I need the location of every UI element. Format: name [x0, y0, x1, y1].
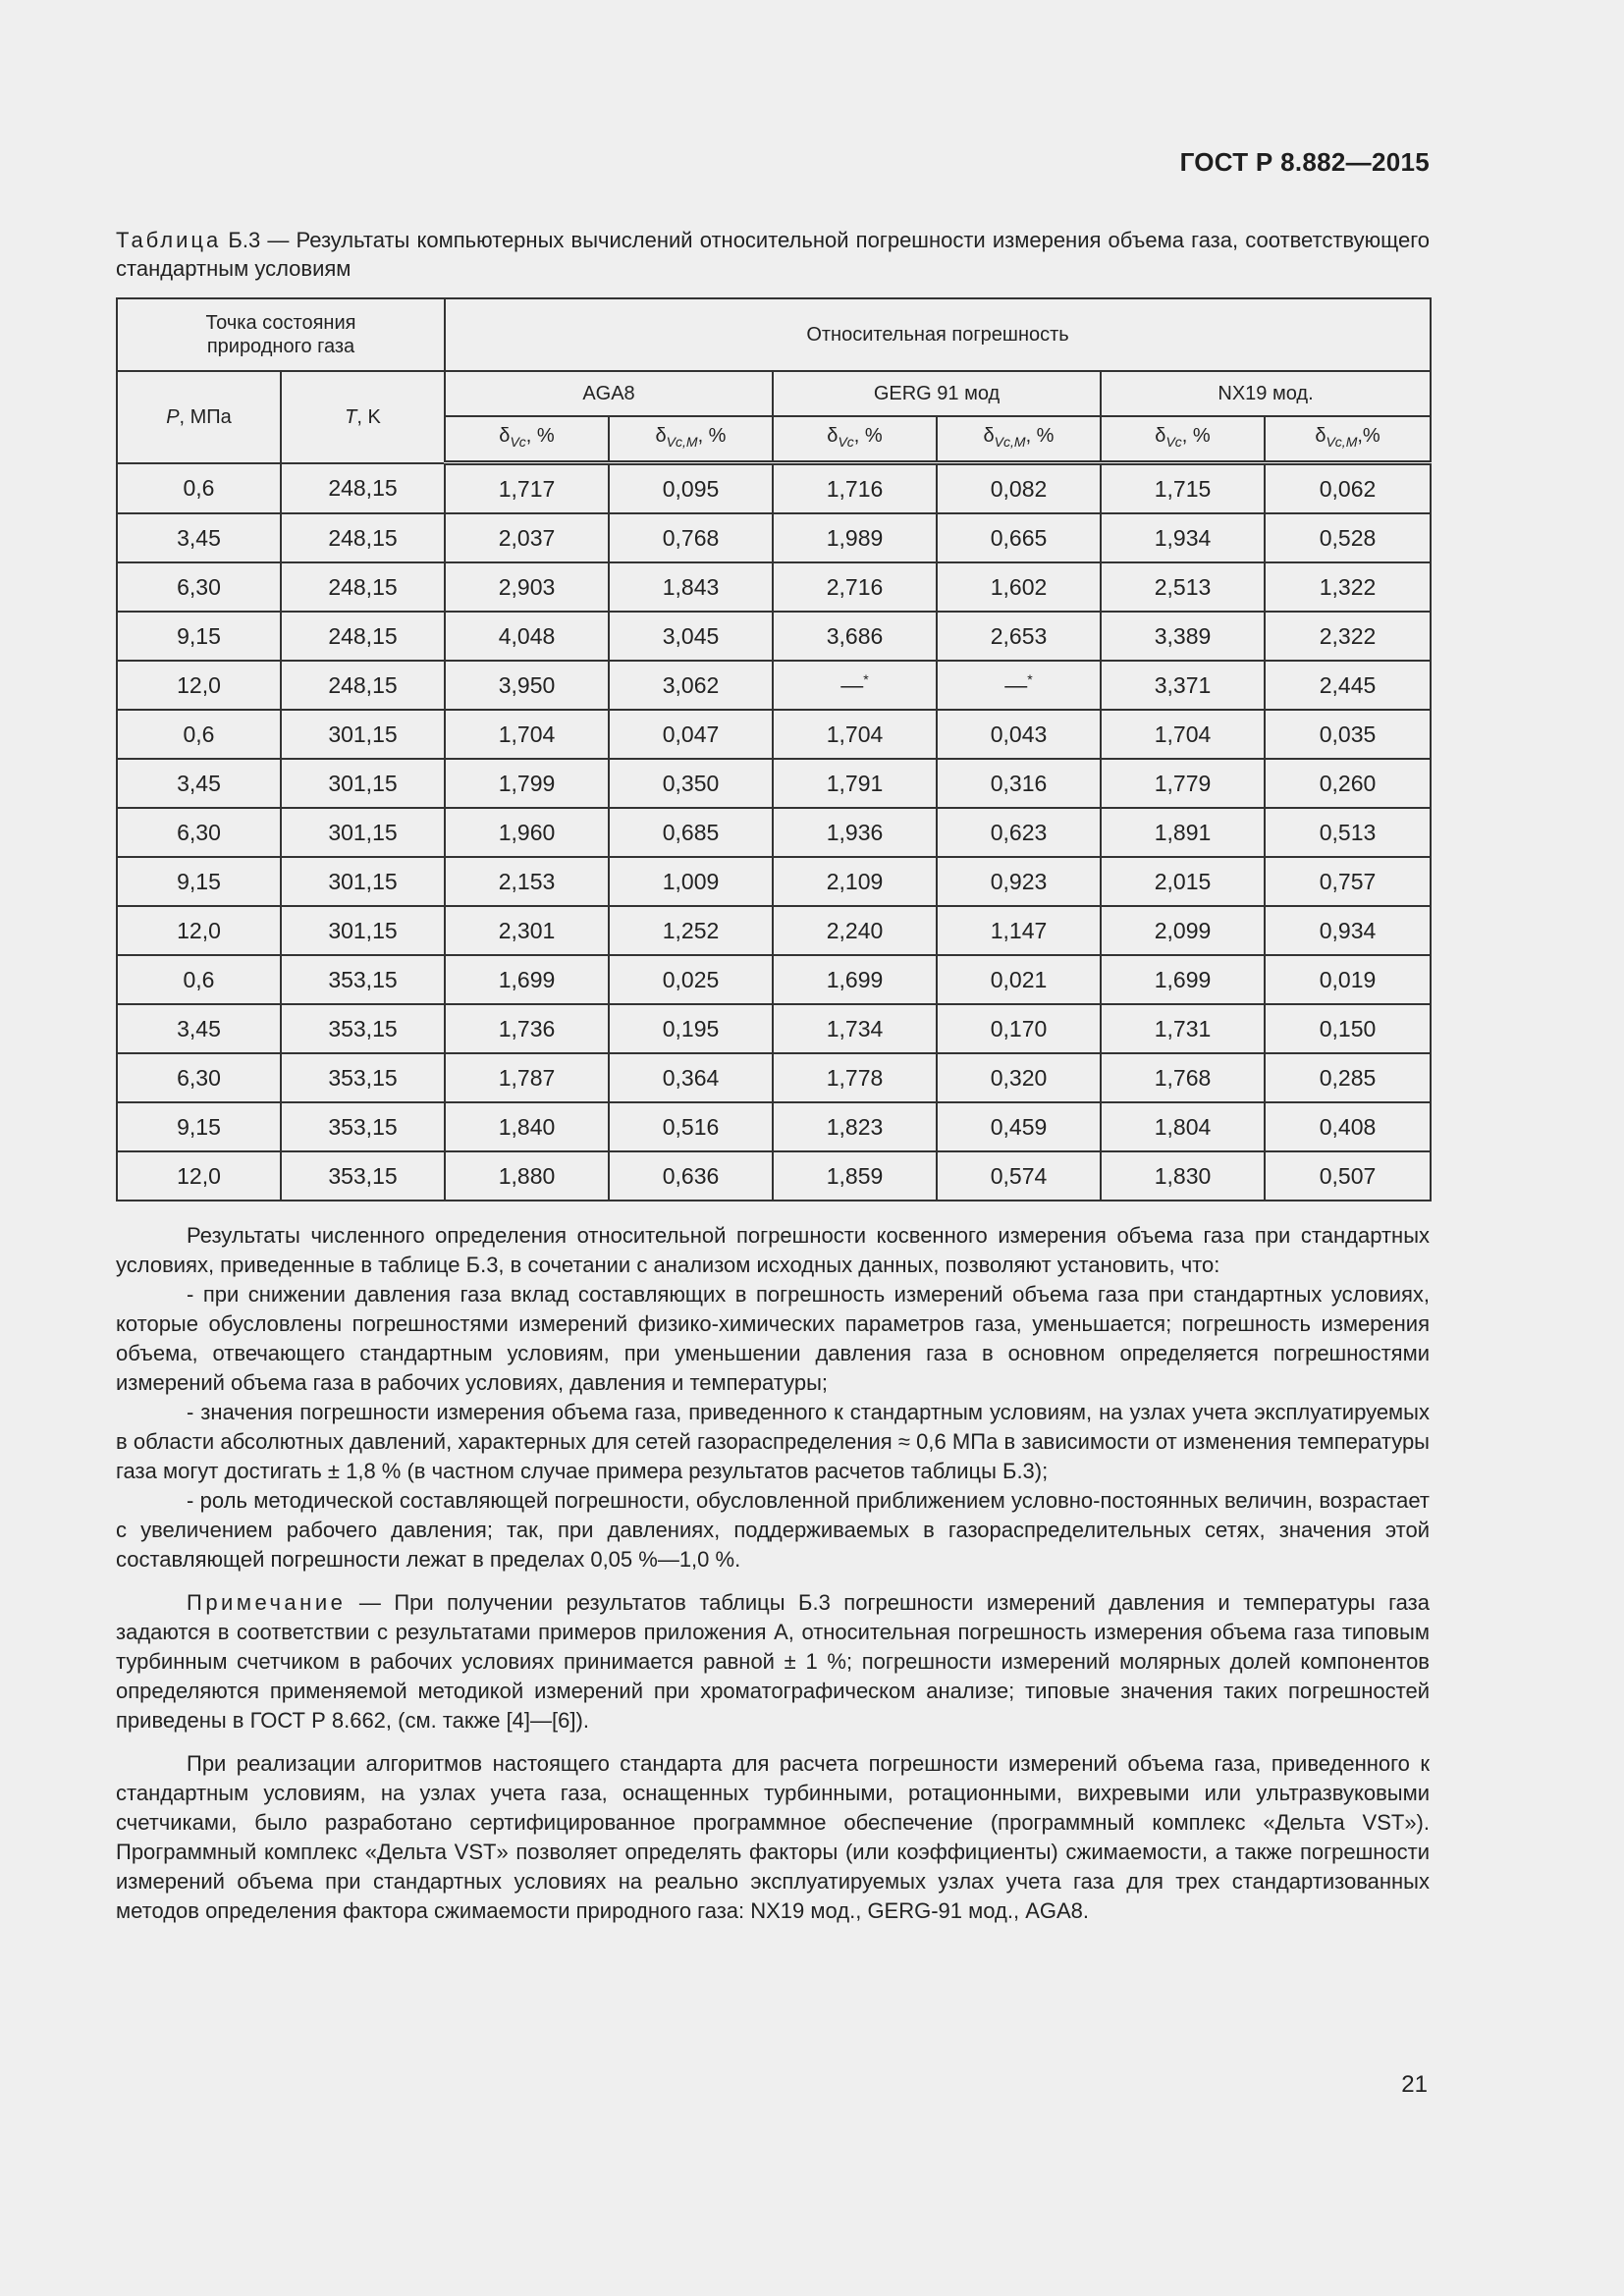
table-cell: 248,15 [281, 562, 445, 612]
table-cell: 12,0 [117, 661, 281, 710]
table-cell: 1,768 [1101, 1053, 1265, 1102]
table-cell: 1,704 [1101, 710, 1265, 759]
table-cell: 12,0 [117, 906, 281, 955]
table-cell: 0,350 [609, 759, 773, 808]
table-cell: 1,147 [937, 906, 1101, 955]
table-cell: 248,15 [281, 463, 445, 514]
footnote-mark: * [1027, 671, 1033, 688]
header-delta-vc: $\delta_{Vc}$, % [773, 416, 937, 463]
table-cell: 0,025 [609, 955, 773, 1004]
table-cell: 1,880 [445, 1151, 609, 1201]
table-cell: 3,45 [117, 513, 281, 562]
table-cell: 0,574 [937, 1151, 1101, 1201]
table-cell: 0,513 [1265, 808, 1431, 857]
table-cell: 0,285 [1265, 1053, 1431, 1102]
table-cell: 2,716 [773, 562, 937, 612]
table-cell: 6,30 [117, 562, 281, 612]
table-cell: 2,240 [773, 906, 937, 955]
table-cell: 0,195 [609, 1004, 773, 1053]
table-cell: 1,830 [1101, 1151, 1265, 1201]
table-cell: 0,757 [1265, 857, 1431, 906]
table-cell: 0,047 [609, 710, 773, 759]
table-row [117, 808, 1431, 857]
table-row [117, 661, 1431, 710]
table-cell: 0,364 [609, 1053, 773, 1102]
table-cell: 3,045 [609, 612, 773, 661]
table-cell: 1,734 [773, 1004, 937, 1053]
footnote-mark: * [863, 671, 869, 688]
table-cell: 1,731 [1101, 1004, 1265, 1053]
header-delta-vc: $\delta_{Vc}$, % [1101, 416, 1265, 463]
header-delta-vc: $\delta_{Vc}$, % [445, 416, 609, 463]
document-id-header: ГОСТ Р 8.882—2015 [1179, 147, 1430, 177]
note-label: Примечание [187, 1590, 347, 1615]
table-cell: 301,15 [281, 857, 445, 906]
table-row [117, 906, 1431, 955]
table-cell: 1,804 [1101, 1102, 1265, 1151]
table-cell: 9,15 [117, 857, 281, 906]
table-row [117, 1102, 1431, 1151]
paragraph-results: Результаты численного определения относительной погрешности косвенного измерения объема газа при стандартных условиях, приведенные в таблице Б.3, в сочетании с анализом исходных данных, позволяют установить, что: [116, 1223, 1430, 1277]
table-cell: 353,15 [281, 1151, 445, 1201]
table-cell: 1,704 [445, 710, 609, 759]
table-cell: 1,840 [445, 1102, 609, 1151]
table-cell: 1,736 [445, 1004, 609, 1053]
table-row [117, 955, 1431, 1004]
table-cell: 353,15 [281, 1102, 445, 1151]
table-cell: 0,934 [1265, 906, 1431, 955]
bullet-error-values: - значения погрешности измерения объема газа, приведенного к стандартным условиям, на узлах учета эксплуатируемых в области абсолютных давлений, характерных для сетей газораспределения ≈ 0,6 МПа в зависимости от изменения температуры газа могут достигать ± 1,8 % (в частном случае примера результатов расчетов таблицы Б.3); [116, 1400, 1430, 1483]
table-cell: 2,322 [1265, 612, 1431, 661]
table-cell: 2,301 [445, 906, 609, 955]
table-cell: 2,015 [1101, 857, 1265, 906]
header-method-aga8: AGA8 [445, 371, 773, 416]
table-row [117, 1151, 1431, 1201]
table-cell: 0,043 [937, 710, 1101, 759]
header-method-nx19: NX19 мод. [1101, 371, 1431, 416]
table-row [117, 1004, 1431, 1053]
table-cell: 9,15 [117, 612, 281, 661]
table-cell: 353,15 [281, 1004, 445, 1053]
table-cell: 0,316 [937, 759, 1101, 808]
table-cell: 6,30 [117, 1053, 281, 1102]
table-cell: 1,602 [937, 562, 1101, 612]
table-cell: 353,15 [281, 955, 445, 1004]
table-cell: 1,843 [609, 562, 773, 612]
table-cell: 1,699 [445, 955, 609, 1004]
table-cell: 0,170 [937, 1004, 1101, 1053]
table-cell: 1,322 [1265, 562, 1431, 612]
table-cell: 353,15 [281, 1053, 445, 1102]
caption-label: Таблица [116, 228, 222, 252]
header-delta-vcm: $\delta_{Vc,M}$, % [937, 416, 1101, 463]
table-cell: 2,099 [1101, 906, 1265, 955]
table-cell: 1,823 [773, 1102, 937, 1151]
table-cell: 301,15 [281, 906, 445, 955]
table-cell: 3,389 [1101, 612, 1265, 661]
table-cell: 0,021 [937, 955, 1101, 1004]
table-row [117, 1053, 1431, 1102]
caption-text: Б.3 — Результаты компьютерных вычислений относительной погрешности измерения объема газа, соответствующего стандартным условиям [116, 228, 1430, 281]
table-cell: 3,45 [117, 1004, 281, 1053]
table-cell: 0,260 [1265, 759, 1431, 808]
table-row [117, 710, 1431, 759]
table-cell: 1,791 [773, 759, 937, 808]
table-cell: 0,685 [609, 808, 773, 857]
table-cell: 0,408 [1265, 1102, 1431, 1151]
note-paragraph [116, 1588, 1430, 1735]
table-cell: 301,15 [281, 808, 445, 857]
table-cell: 248,15 [281, 513, 445, 562]
table-cell: 1,717 [445, 463, 609, 514]
table-cell: 0,6 [117, 955, 281, 1004]
body-text [116, 1221, 1430, 1926]
table-cell: 301,15 [281, 710, 445, 759]
table-row [117, 857, 1431, 906]
table-cell: 3,371 [1101, 661, 1265, 710]
table-cell: 2,653 [937, 612, 1101, 661]
table-cell: —* [773, 661, 937, 710]
table-cell: 0,320 [937, 1053, 1101, 1102]
results-table [116, 297, 1432, 1201]
table-cell: 248,15 [281, 612, 445, 661]
table-cell: 2,903 [445, 562, 609, 612]
header-state-point: Точка состояния природного газа [117, 298, 445, 371]
paragraph-software: При реализации алгоритмов настоящего стандарта для расчета погрешности измерений объема газа, приведенного к стандартным условиям, на узлах учета газа, оснащенных турбинными, ротационными, вихревыми или ультразвуковыми счетчиками, было разработано сертифицированное программное обеспечение (программный комплекс «Дельта VST»). Программный комплекс «Дельта VST» позволяет определять факторы (или коэффициенты) сжимаемости, а также погрешности измерений объема при стандартных условиях на реально эксплуатируемых узлах учета газа для трех стандартизованных методов определения фактора сжимаемости природного газа: NX19 мод., GERG-91 мод., AGA8. [116, 1751, 1430, 1923]
table-cell: 1,936 [773, 808, 937, 857]
header-method-gerg: GERG 91 мод [773, 371, 1101, 416]
table-cell: 3,45 [117, 759, 281, 808]
table-body [117, 463, 1431, 1201]
table-cell: 1,891 [1101, 808, 1265, 857]
table-cell: 3,950 [445, 661, 609, 710]
table-cell: 0,636 [609, 1151, 773, 1201]
table-cell: 1,779 [1101, 759, 1265, 808]
table-cell: 1,716 [773, 463, 937, 514]
table-cell: 0,516 [609, 1102, 773, 1151]
table-cell: 0,528 [1265, 513, 1431, 562]
page-number: 21 [1401, 2071, 1428, 2098]
table-cell: 0,6 [117, 710, 281, 759]
table-cell: —* [937, 661, 1101, 710]
table-row [117, 463, 1431, 514]
header-relative-error: Относительная погрешность [445, 298, 1431, 371]
table-cell: 9,15 [117, 1102, 281, 1151]
table-cell: 2,037 [445, 513, 609, 562]
table-cell: 2,153 [445, 857, 609, 906]
table-cell: 0,6 [117, 463, 281, 514]
table-cell: 1,009 [609, 857, 773, 906]
table-cell: 2,513 [1101, 562, 1265, 612]
table-cell: 2,109 [773, 857, 937, 906]
table-row [117, 562, 1431, 612]
table-cell: 0,923 [937, 857, 1101, 906]
table-row [117, 759, 1431, 808]
table-cell: 0,459 [937, 1102, 1101, 1151]
table-cell: 1,934 [1101, 513, 1265, 562]
table-cell: 0,623 [937, 808, 1101, 857]
table-cell: 2,445 [1265, 661, 1431, 710]
header-delta-vcm: $\delta_{Vc,M},\%$ [1265, 416, 1431, 463]
table-cell: 248,15 [281, 661, 445, 710]
table-cell: 1,859 [773, 1151, 937, 1201]
table-row [117, 612, 1431, 661]
table-cell: 1,252 [609, 906, 773, 955]
table-cell: 0,507 [1265, 1151, 1431, 1201]
note-text: — При получении результатов таблицы Б.3 погрешности измерений давления и температуры газа задаются в соответствии с результатами примеров приложения А, относительная погрешность измерения объема газа типовым турбинным счетчиком в рабочих условиях принимается равной ± 1 %; погрешности измерений молярных долей компонентов определяются применяемой методикой измерений при хроматографическом анализе; типовые значения таких погрешностей приведены в ГОСТ Р 8.662, (см. также [4]—[6]). [116, 1590, 1430, 1733]
table-cell: 1,699 [773, 955, 937, 1004]
table-cell: 1,699 [1101, 955, 1265, 1004]
table-caption [116, 226, 1430, 283]
table-cell: 301,15 [281, 759, 445, 808]
table-cell: 1,787 [445, 1053, 609, 1102]
bullet-methodical-component: - роль методической составляющей погрешности, обусловленной приближением условно-постоянных величин, возрастает с увеличением рабочего давления; так, при давлениях, поддерживаемых в газораспределительных сетях, значения этой составляющей погрешности лежат в пределах 0,05 %—1,0 %. [116, 1488, 1430, 1572]
table-cell: 1,778 [773, 1053, 937, 1102]
table-cell: 0,019 [1265, 955, 1431, 1004]
table-cell: 0,035 [1265, 710, 1431, 759]
table-cell: 12,0 [117, 1151, 281, 1201]
table-cell: 0,150 [1265, 1004, 1431, 1053]
table-cell: 0,768 [609, 513, 773, 562]
table-cell: 1,799 [445, 759, 609, 808]
header-delta-vcm: $\delta_{Vc,M}$, % [609, 416, 773, 463]
table-row [117, 513, 1431, 562]
table-cell: 0,665 [937, 513, 1101, 562]
header-pressure: P, МПа [117, 371, 281, 463]
table-cell: 3,686 [773, 612, 937, 661]
table-cell: 3,062 [609, 661, 773, 710]
table-cell: 0,082 [937, 463, 1101, 514]
table-cell: 0,062 [1265, 463, 1431, 514]
table-cell: 1,989 [773, 513, 937, 562]
table-cell: 1,960 [445, 808, 609, 857]
table-cell: 1,715 [1101, 463, 1265, 514]
header-temperature: T, K [281, 371, 445, 463]
table-cell: 0,095 [609, 463, 773, 514]
table-cell: 6,30 [117, 808, 281, 857]
table-cell: 1,704 [773, 710, 937, 759]
table-cell: 4,048 [445, 612, 609, 661]
bullet-pressure-decrease: - при снижении давления газа вклад составляющих в погрешность измерений объема газа при стандартных условиях, которые обусловлены погрешностями измерений физико-химических параметров газа, уменьшается; погрешность измерения объема, отвечающего стандартным условиям, при уменьшении давления газа в основном определяется погрешностями измерений объема газа в рабочих условиях, давления и температуры; [116, 1282, 1430, 1395]
